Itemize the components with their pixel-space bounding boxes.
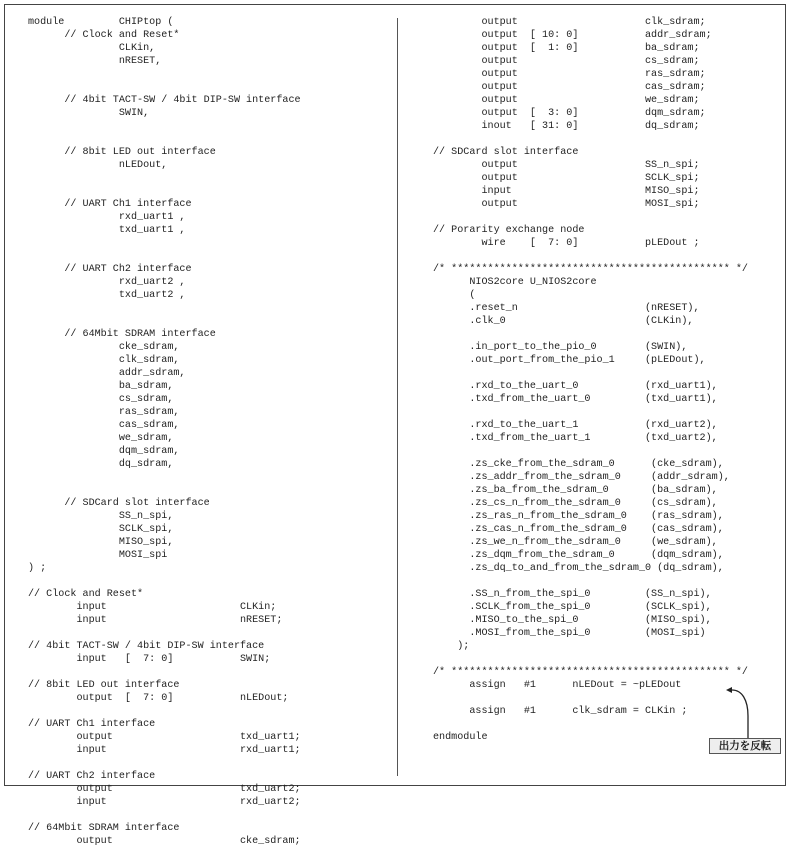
left-code-line: MISO_spi, — [28, 537, 174, 548]
right-code-line: .zs_we_n_from_the_sdram_0 (we_sdram), — [433, 537, 718, 548]
left-code-line: // 8bit LED out interface — [28, 147, 216, 158]
right-code-line: assign #1 clk_sdram = CLKin ; — [433, 706, 688, 717]
left-code-line: module CHIPtop ( — [28, 17, 174, 28]
left-code-line: clk_sdram, — [28, 355, 180, 366]
left-code-line — [28, 809, 301, 822]
right-code-line — [433, 250, 748, 263]
left-code-line: cs_sdram, — [28, 394, 174, 405]
left-code-line: input rxd_uart1; — [28, 745, 301, 756]
right-code-line: .txd_from_the_uart_1 (txd_uart2), — [433, 433, 718, 444]
left-code-line: nLEDout, — [28, 160, 168, 171]
left-code-line: CLKin, — [28, 43, 156, 54]
left-code-line — [28, 471, 301, 484]
right-code-line: .zs_cke_from_the_sdram_0 (cke_sdram), — [433, 459, 724, 470]
left-code-line: // Clock and Reset* — [28, 30, 180, 41]
right-code-line: .zs_cas_n_from_the_sdram_0 (cas_sdram), — [433, 524, 724, 535]
right-code-line: /* ********************************************** */ — [433, 667, 748, 678]
right-code-line: .in_port_to_the_pio_0 (SWIN), — [433, 342, 688, 353]
right-code-line: .out_port_from_the_pio_1 (pLEDout), — [433, 355, 706, 366]
left-code-line: // UART Ch1 interface — [28, 719, 156, 730]
right-code-line: .zs_dq_to_and_from_the_sdram_0 (dq_sdram), — [433, 563, 724, 574]
left-code-line: output txd_uart2; — [28, 784, 301, 795]
right-code-line: .zs_ras_n_from_the_sdram_0 (ras_sdram), — [433, 511, 724, 522]
right-code-line: .zs_ba_from_the_sdram_0 (ba_sdram), — [433, 485, 718, 496]
left-code-line — [28, 757, 301, 770]
right-code-line: output SCLK_spi; — [433, 173, 700, 184]
left-code-line: cas_sdram, — [28, 420, 180, 431]
left-code-line — [28, 627, 301, 640]
callout-leader-line — [720, 680, 760, 740]
left-code-line: we_sdram, — [28, 433, 174, 444]
right-code-line: NIOS2core U_NIOS2core — [433, 277, 597, 288]
right-code-line: ); — [433, 641, 470, 652]
right-code-line: .SS_n_from_the_spi_0 (SS_n_spi), — [433, 589, 712, 600]
arrow-head-icon — [726, 687, 732, 693]
right-code-line: .zs_cs_n_from_the_sdram_0 (cs_sdram), — [433, 498, 718, 509]
code-column-right — [433, 16, 748, 744]
right-code-line: .rxd_to_the_uart_0 (rxd_uart1), — [433, 381, 718, 392]
right-code-line: output [ 10: 0] addr_sdram; — [433, 30, 712, 41]
right-code-line: output SS_n_spi; — [433, 160, 700, 171]
code-column-left — [28, 16, 301, 848]
left-code-line: input nRESET; — [28, 615, 283, 626]
right-code-line: output clk_sdram; — [433, 17, 706, 28]
left-code-line: SCLK_spi, — [28, 524, 174, 535]
right-code-line — [433, 718, 748, 731]
right-code-line: .txd_from_the_uart_0 (txd_uart1), — [433, 394, 718, 405]
right-code-line: inout [ 31: 0] dq_sdram; — [433, 121, 700, 132]
left-code-line — [28, 705, 301, 718]
left-code-line — [28, 81, 301, 94]
right-code-line: .MISO_to_the_spi_0 (MISO_spi), — [433, 615, 712, 626]
left-code-line: // 64Mbit SDRAM interface — [28, 329, 216, 340]
right-code-line: output we_sdram; — [433, 95, 700, 106]
right-code-line: output cs_sdram; — [433, 56, 700, 67]
right-code-line — [433, 445, 748, 458]
left-code-line: addr_sdram, — [28, 368, 186, 379]
left-code-line — [28, 302, 301, 315]
left-code-line: dqm_sdram, — [28, 446, 180, 457]
left-code-line: input rxd_uart2; — [28, 797, 301, 808]
left-code-line: rxd_uart2 , — [28, 277, 186, 288]
invert-output-callout: 出力を反転 — [709, 738, 781, 754]
left-code-line: SWIN, — [28, 108, 150, 119]
left-code-line — [28, 250, 301, 263]
right-code-line: /* ********************************************** */ — [433, 264, 748, 275]
right-code-line: endmodule — [433, 732, 488, 743]
left-code-line: dq_sdram, — [28, 459, 174, 470]
left-code-line — [28, 133, 301, 146]
left-code-line: // UART Ch2 interface — [28, 771, 156, 782]
right-code-line: // SDCard slot interface — [433, 147, 579, 158]
right-code-line: output cas_sdram; — [433, 82, 706, 93]
right-code-line — [433, 328, 748, 341]
left-code-line: output txd_uart1; — [28, 732, 301, 743]
right-code-line: output [ 1: 0] ba_sdram; — [433, 43, 700, 54]
right-code-line — [433, 133, 748, 146]
left-code-line — [28, 315, 301, 328]
right-code-line: output ras_sdram; — [433, 69, 706, 80]
left-code-line — [28, 120, 301, 133]
left-code-line: // 4bit TACT-SW / 4bit DIP-SW interface — [28, 95, 301, 106]
right-code-line: .zs_addr_from_the_sdram_0 (addr_sdram), — [433, 472, 730, 483]
right-code-line: .zs_dqm_from_the_sdram_0 (dqm_sdram), — [433, 550, 724, 561]
right-code-line — [433, 406, 748, 419]
right-code-line: .clk_0 (CLKin), — [433, 316, 694, 327]
left-code-line: input [ 7: 0] SWIN; — [28, 654, 271, 665]
left-code-line: // 8bit LED out interface — [28, 680, 180, 691]
left-code-line: nRESET, — [28, 56, 162, 67]
left-code-line — [28, 237, 301, 250]
left-code-line: MOSI_spi — [28, 550, 168, 561]
column-divider — [397, 18, 398, 776]
right-code-line: ( — [433, 290, 476, 301]
left-code-line: ba_sdram, — [28, 381, 174, 392]
left-code-line: SS_n_spi, — [28, 511, 174, 522]
right-code-line: // Porarity exchange node — [433, 225, 585, 236]
right-code-line: .SCLK_from_the_spi_0 (SCLK_spi), — [433, 602, 712, 613]
right-code-line: output MOSI_spi; — [433, 199, 700, 210]
right-code-line — [433, 211, 748, 224]
right-code-line: input MISO_spi; — [433, 186, 700, 197]
left-code-line: output cke_sdram; — [28, 836, 301, 847]
left-code-line — [28, 575, 301, 588]
left-code-line: // Clock and Reset* — [28, 589, 144, 600]
right-code-line — [433, 367, 748, 380]
left-code-line: cke_sdram, — [28, 342, 180, 353]
left-code-line — [28, 68, 301, 81]
left-code-line: txd_uart1 , — [28, 225, 186, 236]
left-code-line: // SDCard slot interface — [28, 498, 210, 509]
left-code-line: ) ; — [28, 563, 47, 574]
right-code-line: wire [ 7: 0] pLEDout ; — [433, 238, 700, 249]
left-code-line: // UART Ch2 interface — [28, 264, 192, 275]
left-code-line: rxd_uart1 , — [28, 212, 186, 223]
right-code-line: .rxd_to_the_uart_1 (rxd_uart2), — [433, 420, 718, 431]
right-code-line — [433, 692, 748, 705]
left-code-line — [28, 666, 301, 679]
right-code-line: .reset_n (nRESET), — [433, 303, 700, 314]
left-code-line — [28, 484, 301, 497]
right-code-line — [433, 653, 748, 666]
left-code-line: // UART Ch1 interface — [28, 199, 192, 210]
right-code-line: .MOSI_from_the_spi_0 (MOSI_spi) — [433, 628, 706, 639]
left-code-line: ras_sdram, — [28, 407, 180, 418]
left-code-line: // 4bit TACT-SW / 4bit DIP-SW interface — [28, 641, 265, 652]
left-code-line: input CLKin; — [28, 602, 277, 613]
left-code-line — [28, 172, 301, 185]
right-code-line: output [ 3: 0] dqm_sdram; — [433, 108, 706, 119]
left-code-line: // 64Mbit SDRAM interface — [28, 823, 180, 834]
right-code-line: assign #1 nLEDout = ~pLEDout — [433, 680, 682, 691]
left-code-line: output [ 7: 0] nLEDout; — [28, 693, 289, 704]
left-code-line: txd_uart2 , — [28, 290, 186, 301]
right-code-line — [433, 575, 748, 588]
left-code-line — [28, 185, 301, 198]
